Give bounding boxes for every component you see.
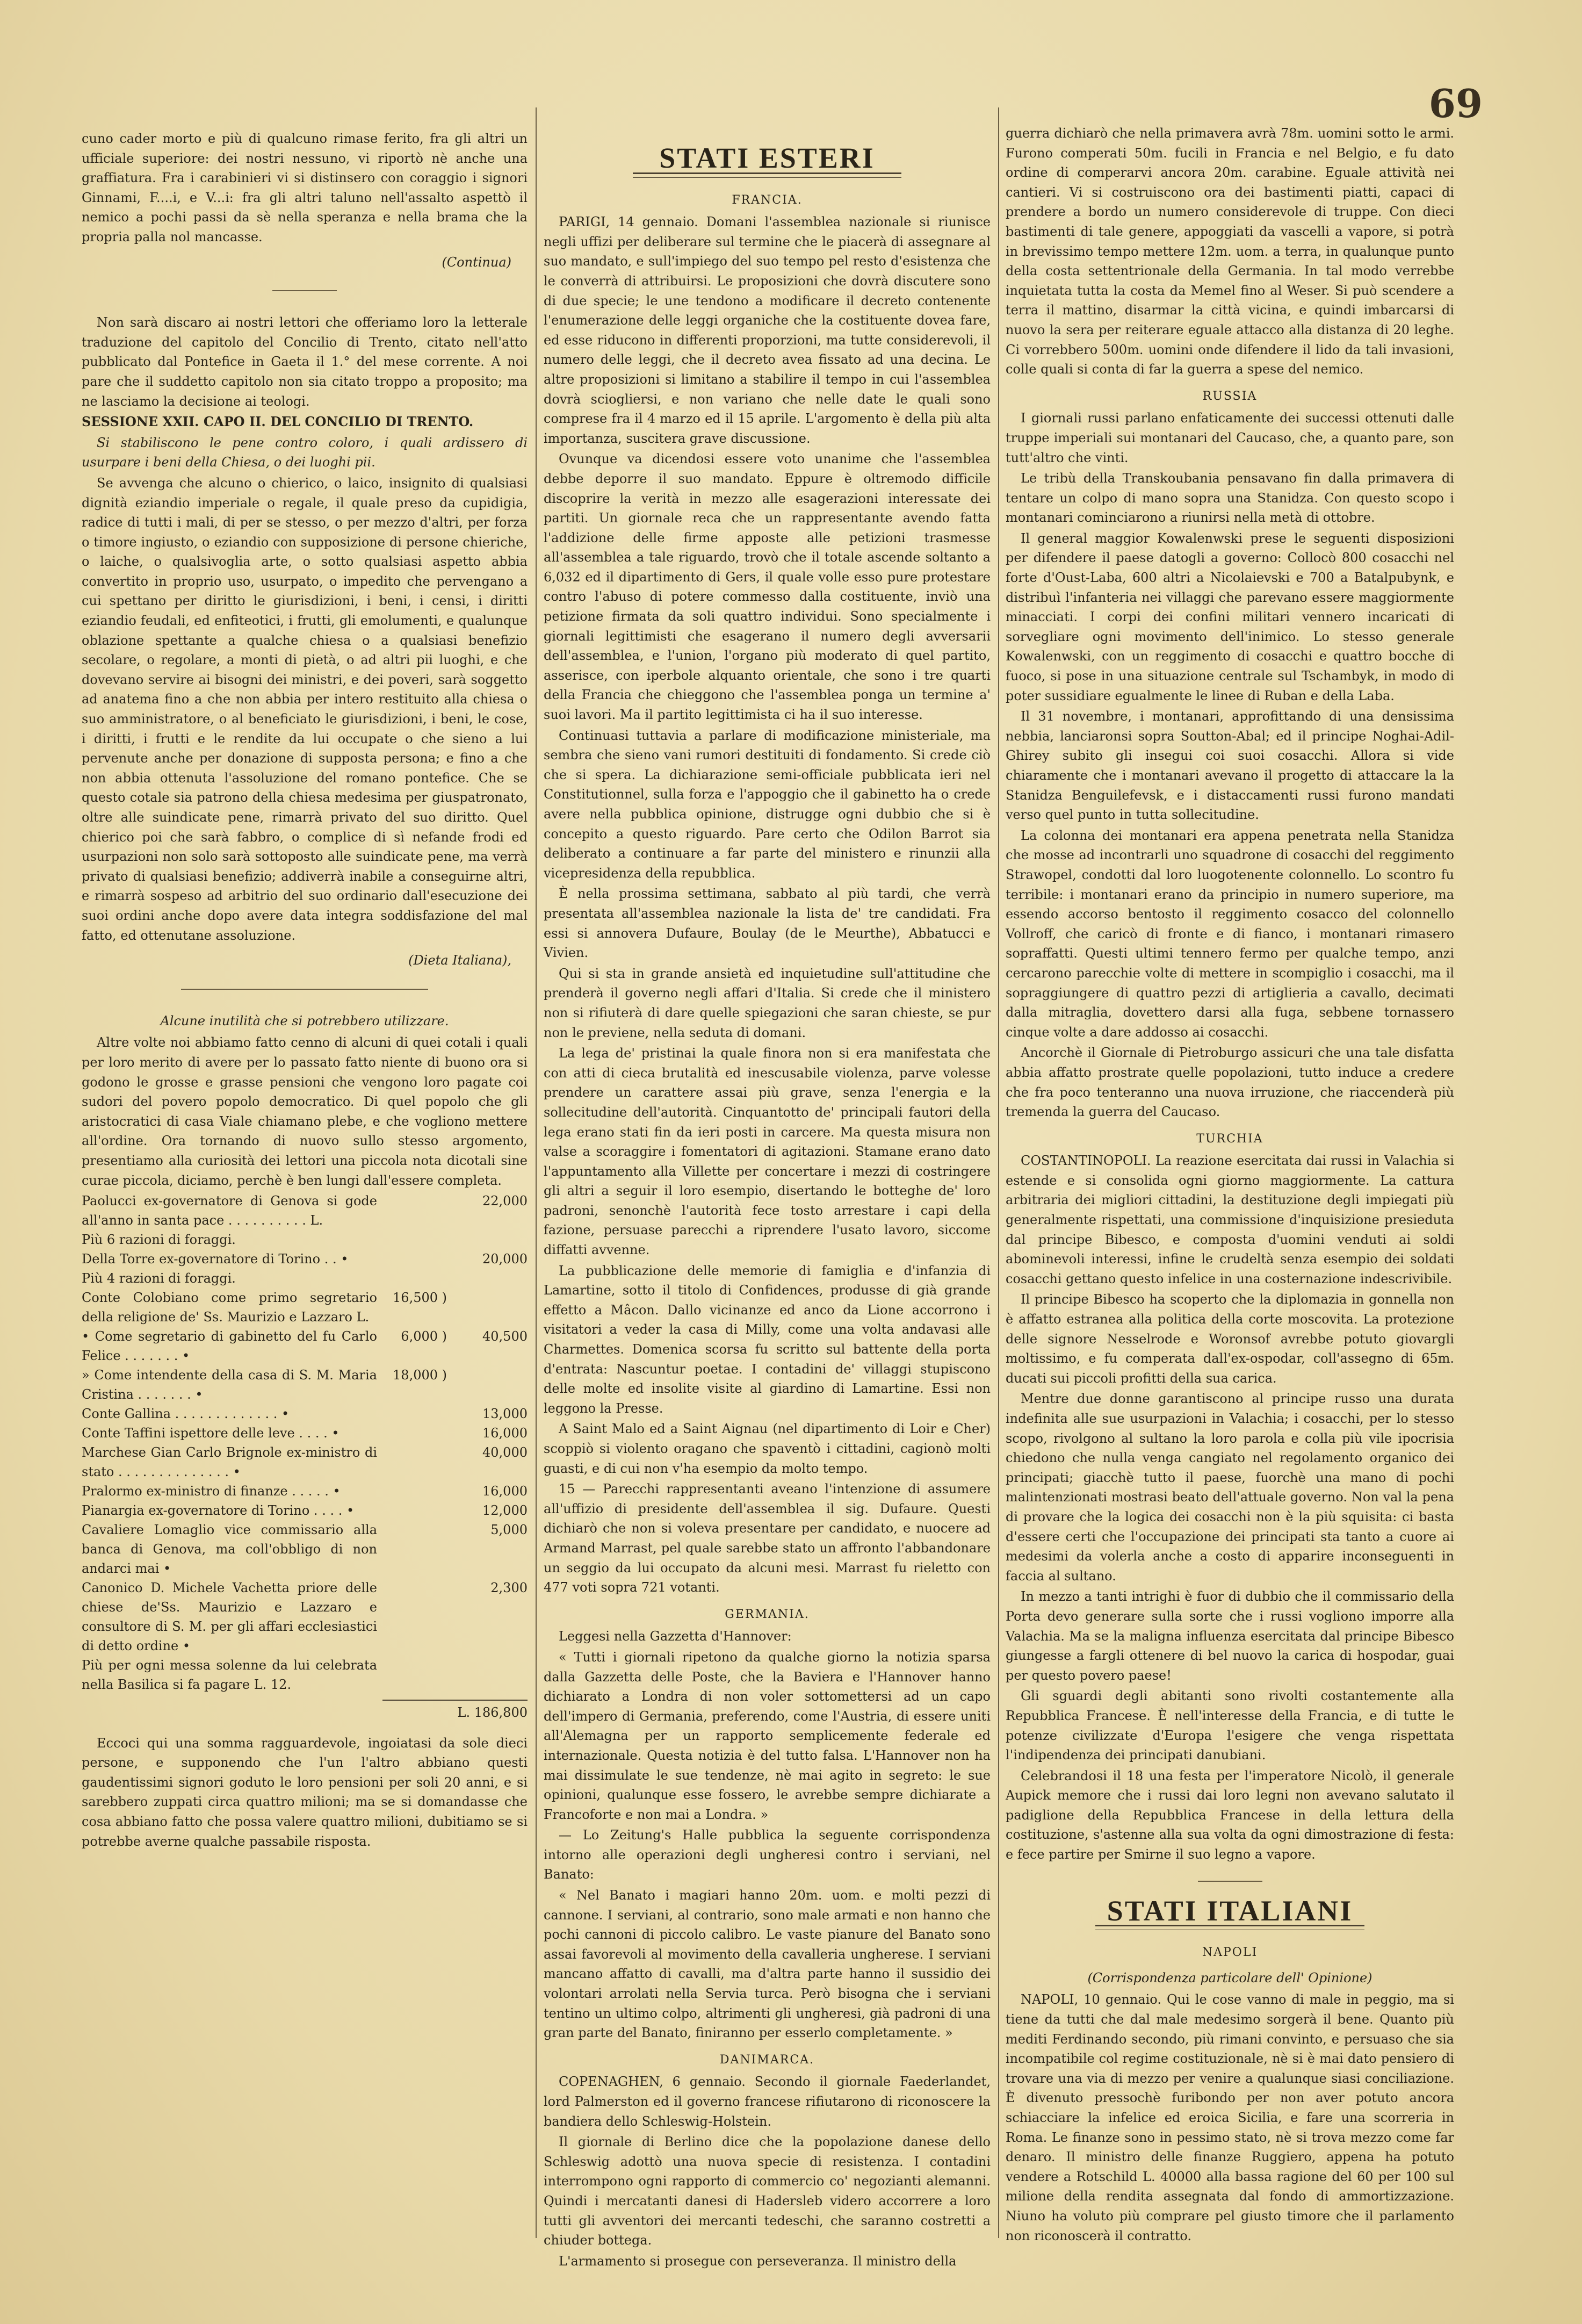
naples-subheading: (Corrispondenza particolare dell' Opinione) [1087,1970,1372,1985]
pension-label: Cavaliere Lomaglio vice commissario alla banca di Genova, ma coll'obbligo di non andarci mai • [82,1522,377,1577]
pension-total: L. 186,800 [457,1705,528,1721]
article-paragraph: Le tribù della Transkoubania pensavano fin dalla primavera di tentare un colpo di mano sopra una Stanidza. Con questo scopo i montanari cominciarono a riunirsi nella metà di ottobre. [1006,471,1454,526]
article-paragraph: Leggesi nella Gazzetta d'Hannover: [559,1629,792,1644]
separator [1198,1881,1262,1882]
pension-row [82,1656,528,1694]
article-paragraph: La colonna dei montanari era appena penetrata nella Stanidza che mosse ad incontrarli uno squadrone di cosacchi del reggimento Strawopel, condotti dal loro luogotenente colonnello. Lo scontro fu terribile: i montanari erano da principio in numero superiore, ma essendo accorso bentosto il reggimento cosacco del colonnello Vollroff, che caricò di fronte e di fianco, i montanari rimasero sopraffatti. Questi ultimi tennero fermo per qualche tempo, anzi cercarono parecchie volte di mettere in scompiglio i cosacchi, ma il sopraggiungere di quattro pezzi di artiglieria a cavallo, decimati dalla mitraglia, dovettero darsi alla fuga, sebbene tornassero cinque volte a dare addosso ai cosacchi. [1006,828,1454,1040]
article-paragraph: Gli sguardi degli abitanti sono rivolti costantemente alla Repubblica Francese. È nell'interesse della Francia, e di tutte le potenze civilizzate d'Europa l'esigere che venga rispettata l'indipendenza dei principati danubiani. [1006,1688,1454,1763]
pension-label: Conte Colobiano come primo segretario della religione de' Ss. Maurizio e Lazzaro L. [82,1290,377,1325]
council-intro: Non sarà discaro ai nostri lettori che offeriamo loro la letterale traduzione del capitolo del Concilio di Trento, citato nell'atto pubblicato dal Pontefice in Gaeta il 1.° del mese corrente. A noi pare che il suddetto capitolo non sia citato troppo a proposito; ma ne lasciamo la decisione ai teologi. [82,315,528,409]
article-paragraph: L'armamento si prosegue con perseveranza. Il ministro della [559,2253,957,2269]
pension-label: Marchese Gian Carlo Brignole ex-ministro di stato . . . . . . . . . . . . . . • [82,1445,377,1480]
pension-label: Della Torre ex-governatore di Torino . . • [82,1251,349,1267]
pension-subamount [377,1191,447,1230]
article-paragraph: È nella prossima settimana, sabbato al più tardi, che verrà presentata all'assemblea nazionale la lista de' tre candidati. Fra essi si annovera Dufaure, Boulay (de le Meurthe), Abbatucci e Vivien. [544,886,991,961]
denmark-continuation: guerra dichiarò che nella primavera avrà 78m. uomini sotto le armi. Furono comperati 50m. fucili in Francia e nel Belgio, e fu dato ordine di comperarvi ancora 20m. carabine. Eguale attività nei cantieri. Vi si costruiscono ora dei bastimenti piatti, capaci di prendere a bordo un numero considerevole di truppe. Con dieci bastimenti di tale genere, appoggiati da vascelli a vapore, si potrà in brevissimo tempo mettere 12m. uom. a terra, in qualunque punto della costa settentrionale della Germania. In tal modo verrebbe inquietata tutta la costa da Memel fino al Weser. Si può scendere a terra il mattino, disarmar la città vicina, e quindi imbarcarsi di nuovo la sera per reiterare eguale attacco alla distanza di 20 leghe. Ci vorrebbero 500m. uomini onde difendere il lido da tali invasioni, colle quali si conta di far la guerra a spese del nemico. [1006,126,1454,377]
france-articles [544,212,991,1598]
council-source: (Dieta Italiana), [408,953,511,968]
pension-amount: 22,000 [482,1193,528,1209]
article-paragraph: Qui si sta in grande ansietà ed inquietudine sull'attitudine che prenderà il governo negli affari d'Italia. Si crede che il ministero non si rifiuterà di dare quelle spiegazioni che saran chieste, se pur non le previene, nella seduta di domani. [544,966,991,1040]
section-title-stati-italiani: STATI ITALIANI [1107,1894,1353,1927]
heading-denmark: DANIMARCA. [719,2053,815,2067]
naples-articles [1006,1990,1454,2246]
pension-amount [447,1269,528,1288]
article-paragraph: Celebrandosi il 18 una festa per l'imperatore Nicolò, il generale Aupick memore che i russi dai loro legni non avevano salutato il padiglione della Repubblica Francese in della lettura della costituzione, s'astenne alla sua volta da ogni dimostrazione di festa: e fece partire per Smirne il suo legno a vapore. [1006,1768,1454,1862]
article-paragraph: In mezzo a tanti intrighi è fuor di dubbio che il commissario della Porta devo generare sulla sorte che i russi vogliono imporre alla Valachia. Ma se la maligna influenza esercitata dal principe Bibesco giungesse a fargli ottenere di bel nuovo la carica di hospodar, guai per questo povero paese! [1006,1589,1454,1683]
pension-amount: 16,000 [482,1426,528,1441]
pension-label: • Come segretario di gabinetto del fu Carlo Felice . . . . . . . • [82,1329,377,1364]
pension-label: Canonico D. Michele Vachetta priore delle chiese de'Ss. Maurizio e Lazzaro e consultore di S. M. per gli affari ecclesiastici di detto ordine • [82,1580,377,1654]
denmark-articles [544,2072,991,2271]
pension-label: Pralormo ex-ministro di finanze . . . . . • [82,1484,341,1499]
pension-row [82,1288,528,1327]
council-text: Se avvenga che alcuno o chierico, o laico, insignito di qualsiasi dignità eziandio imperiale o regale, il quale preso da cupidigia, radice di tutti i mali, di per se stesso, o per mezzo d'altri, per forza o timore ingiusto, o eziandio con supposizione di persone chieriche, o laiche, o qualsivoglia arte, o sotto qualsiasi aspetto abbia convertito in proprio uso, usurpato, o impedito che pervengano a cui spettano per diritto le giurisdizioni, i beni, i censi, i diritti eziandio feudali, ed enfiteotici, i frutti, gli emolumenti, e qualunque oblazione spettante a qualche chiesa o a qualsiasi benefizio secolare, o regolare, a monti di pietà, o ad altri pii luoghi, e che dovevano servire ai bisogni dei ministri, e dei poveri, sarà soggetto ad anatema fino a che non abbia per intero restituito alla chiesa o suo amministratore, o al beneficiato le giurisdizioni, i beni, le cose, i diritti, i frutti e le rendite da lui occupate o che sieno a lui pervenute anche per donazione di supposta persona; e fino a che non abbia ottenuta l'assoluzione del romano pontefice. Che se questo cotale sia patrono della chiesa medesima per giuspatronato, oltre alle suindicate pene, rimarrà privato del suo diritto. Quel chierico poi che sarà fabbro, o complice di sì nefande frodi ed usurpazioni non solo sarà sottoposto alle suindicate pene, ma verrà privato di qualsiasi benefizio; addiverrà inabile a conseguirne altri, e rimarrà sospeso ad arbitrio del suo ordinario dall'esecuzione dei suoi ordini anche dopo avere data integra soddisfazione del mal fatto, ed ottenutane assoluzione. [82,475,528,943]
pension-row [82,1520,528,1578]
council-subtitle: Si stabiliscono le pene contro coloro, i quali ardissero di usurpare i beni della Chiesa, o dei luoghi pii. [82,435,528,470]
pension-row [82,1404,528,1423]
pension-amount: 20,000 [482,1251,528,1267]
article-paragraph: 15 — Parecchi rappresentanti aveano l'intenzione di assumere all'uffizio di presidente dell'assemblea il sig. Dufaure. Questi dichiarò che non si voleva presentare per candidato, e nuocere ad Armand Marrast, pel quale sarebbe stato un affronto l'abbandonare un seggio da lui occupato da alcuni mesi. Marrast fu rieletto con 477 voti sopra 721 votanti. [544,1481,991,1595]
article-paragraph: Il principe Bibesco ha scoperto che la diplomazia in gonnella non è affatto estranea alla politica della corte moscovita. La protezione delle signore Nesselrode e Woronsof avrebbe potuto giovargli moltissimo, e fu comperata dall'ex-ospodar, coll'assegno di 65m. ducati sui piccoli profitti della sua carica. [1006,1292,1454,1386]
total-rule [382,1700,528,1701]
article-paragraph: « Nel Banato i magiari hanno 20m. uom. e molti pezzi di cannone. I serviani, al contrario, sono male armati e non hanno che pochi cannoni di piccolo calibro. Le vaste pianure del Banato sono assai favorevoli al movimento della cavalleria ungherese. I serviani mancano affatto di cavalli, ma d'altra parte hanno il sussidio dei volontari arrolati nella Servia turca. Però bisogna che i serviani tentino un ultimo colpo, altrimenti gli ungheresi, già padroni di una gran parte del Banato, finiranno per esserlo completamente. » [544,1888,991,2041]
pension-subamount [377,1423,447,1443]
pension-row [82,1191,528,1230]
pension-subamount [377,1520,447,1578]
article-continuation: cuno cader morto e più di qualcuno rimase ferito, fra gli altri un ufficiale superiore: dei nostri nessuno, vi riportò nè anche una graffiatura. Fra i carabinieri vi si distinsero con coraggio i signori Ginnami, F....i, e V...i: fra gli altri taluno nell'assalto aspettò il nemico a pochi passi da sè nella speranza e nella brama che la propria palla nol mancasse. [82,131,528,244]
pension-row [82,1327,528,1365]
pension-subamount [377,1404,447,1423]
article-paragraph: Mentre due donne garantiscono al principe russo una durata indefinita alle sue usurpazioni in Valachia; i cosacchi, per lo stesso scopo, rivolgono al sultano la loro parola e colla più vile ipocrisia chiedono che nulla venga cangiato nel regolamento organico dei principati; giacchè tutto il paese, fuorchè una mano di pochi malintenzionati mostrasi beato dell'attuale governo. Non val la pena di provare che la logica dei cosacchi non è la più squisita: ci basta d'essere certi che l'occupazione dei principati sta tanto a cuore ai medesimi da volerla anche a costo di apparire inconseguenti in faccia al sultano. [1006,1391,1454,1584]
pension-subamount [377,1481,447,1501]
pension-amount [447,1656,528,1694]
pension-subamount [377,1249,447,1269]
column-right [1006,124,1454,2243]
article-paragraph: Continuasi tuttavia a parlare di modificazione ministeriale, ma sembra che sieno vani rumori destituiti di fondamento. Si crede ciò che si spera. La dichiarazione semi-officiale pubblicata ieri nel Constitutionnel, sulla forza e l'appoggio che il gabinetto ha o crede avere nella pubblica opinione, distrugge ogni dubbio che si è concepito a questo riguardo. Pare certo che Odilon Barrot sia deliberato a continuare a far parte del ministero e rinunzii alla vicepresidenza della repubblica. [544,728,991,881]
pension-amount: 2,300 [490,1580,528,1596]
heading-france: FRANCIA. [732,193,803,207]
pension-amount: 12,000 [482,1503,528,1519]
article-paragraph: Ovunque va dicendosi essere voto unanime che l'assemblea debbe deporre il suo mandato. Eppure è oltremodo difficile discoprire la verità in mezzo alle esagerazioni interessate dei partiti. Un giornale reca che un rappresentante avendo fatta l'addizione delle firme apposte alle petizioni trasmesse all'assemblea a tale riguardo, trovò che il totale ascende soltanto a 6,032 ed il dipartimento di Gers, il quale volle esso pure protestare contro l'abuso di potere commesso dalla costituente, inviò una petizione firmata da soli quattro individui. Sono specialmente i giornali legittimisti che esagerano il numero degli avversarii dell'assemblea, e l'union, l'organo più moderato di quel partito, asserisce, con iperbole alquanto orientale, che sono i tre quarti della Francia che chieggono che l'assemblea ponga un termine a' suoi lavori. Ma il partito legittimista ci ha il suo interesse. [544,451,991,723]
article-paragraph: I giornali russi parlano enfaticamente dei successi ottenuti dalle truppe imperiali sui montanari del Caucaso, che, a quanto pare, son tutt'altro che vinti. [1006,411,1454,465]
section-title-stati-esteri: STATI ESTERI [659,142,875,174]
article-paragraph: COSTANTINOPOLI. La reazione esercitata dai russi in Valachia si estende e si consolida ogni giorno maggiormente. La cattura arbitraria dei migliori cittadini, la destituzione degli impiegati più generalmente rispettati, una commissione d'inquisizione presieduta dal principe Bibesco, e composta d'uomini venduti ai soldi abominevoli interessi, infine le crudeltà senza esempio dei soldati cosacchi gettano questo infelice in una costernazione indescrivibile. [1006,1153,1454,1286]
pension-amount: 5,000 [490,1522,528,1538]
column-left [82,129,528,2243]
article-paragraph: — Lo Zeitung's Halle pubblica la seguente corrispondenza intorno alle operazioni degli ungheresi contro i serviani, nel Banato: [544,1827,991,1882]
pension-amount: 40,500 [482,1329,528,1344]
heading-turkey: TURCHIA [1196,1132,1263,1146]
heading-russia: RUSSIA [1202,389,1258,403]
pension-subamount [377,1578,447,1656]
turkey-articles [1006,1151,1454,1864]
pension-row [82,1578,528,1656]
pension-label: » Come intendente della casa di S. M. Maria Cristina . . . . . . . • [82,1368,377,1402]
pension-row [82,1249,528,1269]
sinecure-text: Altre volte noi abbiamo fatto cenno di alcuni di quei cotali i quali per loro merito di avere per lo passato fatto niente di buono ora si godono le grosse e grasse pensioni che vengono loro pagate coi sudori del povero popolo democratico. Di quel popolo che gli aristocratici di casa Viale chiamano plebe, e che vogliono mettere all'ordine. Ora tornando di nuovo sullo stesso argomento, presentiamo alla curiosità dei lettori una piccola nota dicotali sine curae piccola, diciamo, perchè è ben lungi dall'essere completa. [82,1035,528,1188]
pension-row [82,1423,528,1443]
article-paragraph: A Saint Malo ed a Saint Aignau (nel dipartimento di Loir e Cher) scoppiò si violento oragano che spaventò i cittadini, cagionò molti guasti, e di cui non v'ha esempio da molto tempo. [544,1421,991,1476]
pension-row [82,1443,528,1481]
pension-subamount: 16,500 ) [393,1290,447,1306]
page-number: 69 [1428,81,1483,126]
pension-label: Più 6 razioni di foraggi. [82,1232,236,1248]
separator [272,290,337,291]
pension-label: Più per ogni messa solenne da lui celebrata nella Basilica si fa pagare L. 12. [82,1658,377,1693]
pension-amount [447,1288,528,1327]
article-paragraph: Ancorchè il Giornale di Pietroburgo assicuri che una tale disfatta abbia affatto prostrate quelle popolazioni, tutto induce a credere che fra poco tenteranno una nuova irruzione, che riaccenderà più tremenda la guerra del Caucaso. [1006,1045,1454,1120]
pension-table [82,1191,528,1694]
heading-germany: GERMANIA. [725,1607,810,1621]
column-divider [536,107,537,2238]
pension-subamount [377,1269,447,1288]
pension-label: Conte Gallina . . . . . . . . . . . . . • [82,1406,290,1422]
pension-row [82,1230,528,1249]
article-paragraph: Il general maggior Kowalenwski prese le seguenti disposizioni per difendere il paese datogli a governo: Collocò 800 cosacchi nel forte d'Oust-Laba, 600 altri a Nicolaievski e 700 a Batalpubynk, e distribuì l'infanteria nei villaggi che parevano essere maggiormente minacciati. I corpi dei confini militari vennero incaricati di sorvegliare ogni movimento dell'inimico. Lo stesso generale Kowalenwski, con un reggimento di cosacchi e quattro bocche di fuoco, si pose in una situazione centrale sul Tschambyk, in modo di poter sussidiare egualmente le linee di Ruban e della Laba. [1006,530,1454,703]
column-middle [544,129,991,2269]
article-paragraph: La pubblicazione delle memorie di famiglia e d'infanzia di Lamartine, sotto il titolo di Confidences, produsse di già grande effetto a Mâcon. Dallo vicinanze ed anco da Lione accorrono i visitatori a veder la casa di Milly, come una volta andavasi alle Charmettes. Domenica scorsa fu scritto sul battente della porta d'entrata: Nascuntur poetae. I contadini de' villaggi stupiscono delle molte ed insolite visite al giardino di Lamartine. Essi non leggono la Presse. [544,1263,991,1416]
closing-paragraph: Eccoci qui una somma ragguardevole, ingoiatasi da sole dieci persone, e supponendo che l'un l'altro abbiano questi gaudentissimi signori goduto le loro pensioni per soli 20 anni, e si sarebbero zuppati circa quattro milioni; ma se si domandasse che cosa abbiano fatto che possa valere quattro milioni, dubitiamo se si potrebbe averne qualche passabile risposta. [82,1735,528,1849]
article-paragraph: Il giornale di Berlino dice che la popolazione danese dello Schleswig adottò una nuova specie di resistenza. I contadini interrompono ogni rapporto di commercio co' negozianti alemanni. Quindi i mercatanti danesi di Hadersleb videro accorrere a loro tutti gli avventori dei mercanti tedeschi, che saranno costretti a chiuder bottega. [544,2134,991,2248]
article-paragraph: NAPOLI, 10 gennaio. Qui le cose vanno di male in peggio, ma si tiene da tutti che dal male medesimo sorgerà il bene. Quanto più mediti Ferdinando secondo, più rimani convinto, e persuaso che sia incompatibile col regime costituzionale, nè si è mai dato pensiero di trovare una via di mezzo per venire a qualunque siasi conciliazione. È divenuto pressochè furibondo per non aver potuto ancora schiacciare la infelice ed eroica Sicilia, e fare una scorreria in Roma. Le finanze sono in pessimo stato, nè si trova mezzo come far denaro. Il ministro delle finanze Ruggiero, appena ha potuto vendere a Rotschild L. 40000 alla bassa ragione del 60 per 100 sul milione della rendita assegnata dal fondo di ammortizzazione. Niuno ha voluto più comprare pel giusto timore che il parlamento non riconoscerà il contratto. [1006,1992,1454,2243]
council-title: SESSIONE XXII. CAPO II. DEL CONCILIO DI TRENTO. [82,414,474,430]
continued-note: (Continua) [442,254,511,270]
pension-subamount [377,1501,447,1520]
pension-subamount [377,1443,447,1481]
russia-articles [1006,408,1454,1121]
pension-amount: 13,000 [482,1406,528,1422]
article-paragraph: « Tutti i giornali ripetono da qualche giorno la notizia sparsa dalla Gazzetta delle Poste, che la Baviera e l'Hannover hanno dichiarato a Londra di non voler sottomettersi ad un capo dell'impero di Germania, preferendo, come l'Austria, di essere uniti all'Alemagna per un rapporto semplicemente federale ed internazionale. Questa notizia è del tutto falsa. L'Hannover non ha mai dissimulate le sue tendenze, nè mai agito in segreto: le sue opinioni, qualunque esse fossero, le avrebbe sempre dichiarate a Francoforte e non mai a Londra. » [544,1649,991,1822]
pension-label: Più 4 razioni di foraggi. [82,1271,236,1286]
pension-row [82,1481,528,1501]
article-paragraph: PARIGI, 14 gennaio. Domani l'assemblea nazionale si riunisce negli uffizi per deliberare sul termine che le piacerà di assegnare al suo mandato, e sull'impiego del suo tempo pel resto d'esistenza che le converrà di attribuirsi. Le proposizioni che dovrà discutere sono di due specie; le une tendono a modificare il decreto contenente l'enumerazione delle leggi organiche che la costituente dovea fare, ed esse riducono in differenti proporzioni, ma tutte considerevoli, il numero delle leggi, che il decreto avea fissato ad una decina. Le altre proposizioni si limitano a stabilire il tempo in cui l'assemblea dovrà sciogliersi, e non variano che nelle date le quali sono comprese fra il 4 marzo ed il 15 aprile. L'argomento è della più alta importanza, suscitera grave discussione. [544,214,991,446]
article-paragraph: La lega de' pristinai la quale finora non si era manifestata che con atti di cieca brutalità ed inescusabile violenza, parve volesse prendere un carattere assai più grave, senza l'energia e la sollecitudine dell'autorità. Cinquantotto de' principali fautori della lega erano stati fin da ieri posti in carcere. Ma questa misura non valse a scoraggire i fomentatori di agitazioni. Stamane erano dato l'appuntamento alla Villette per concertare i mezzi di costringere gli altri a seguir il loro esempio, disertando le botteghe de' loro padroni, senonchè l'autorità fece tosto arrestare i capi della fazione, persuase parecchi a riprendere l'usato lavoro, siccome diffatti avvenne. [544,1046,991,1258]
pension-subamount [377,1230,447,1249]
pension-amount [447,1230,528,1249]
pension-row [82,1365,528,1404]
pension-label: Pianargia ex-governatore di Torino . . . . • [82,1503,355,1519]
pension-amount [447,1365,528,1404]
article-paragraph: COPENAGHEN, 6 gennaio. Secondo il giornale Faederlandet, lord Palmerston ed il governo francese rifiutarono di riconoscere la bandiera dello Schleswig-Holstein. [544,2074,991,2129]
separator [181,989,428,990]
pension-subamount: 18,000 ) [393,1368,447,1383]
germany-articles [544,1627,991,2042]
pension-row [82,1501,528,1520]
pension-subamount [377,1656,447,1694]
pension-amount: 16,000 [482,1484,528,1499]
column-divider [998,107,999,2238]
pension-label: Conte Taffini ispettore delle leve . . . . • [82,1426,339,1441]
pension-label: Paolucci ex-governatore di Genova si gode all'anno in santa pace . . . . . . . . . . L. [82,1193,377,1228]
article-paragraph: Il 31 novembre, i montanari, approfittando di una densissima nebbia, lanciaronsi sopra Soutton-Abal; ed il principe Noghai-Adil-Ghirey subito gli insegui coi suoi cosacchi. Allora si vide chiaramente che i montanari avevano il progetto di attaccare la la Stanidza Benguilefevsk, e i distaccamenti russi furono mandati verso quel punto in tutta sollecitudine. [1006,709,1454,823]
pension-amount: 40,000 [482,1445,528,1460]
heading-naples: NAPOLI [1202,1946,1258,1960]
sinecure-title: Alcune inutilità che si potrebbero utilizzare. [160,1013,449,1028]
pension-subamount: 6,000 ) [401,1329,447,1344]
pension-row [82,1269,528,1288]
